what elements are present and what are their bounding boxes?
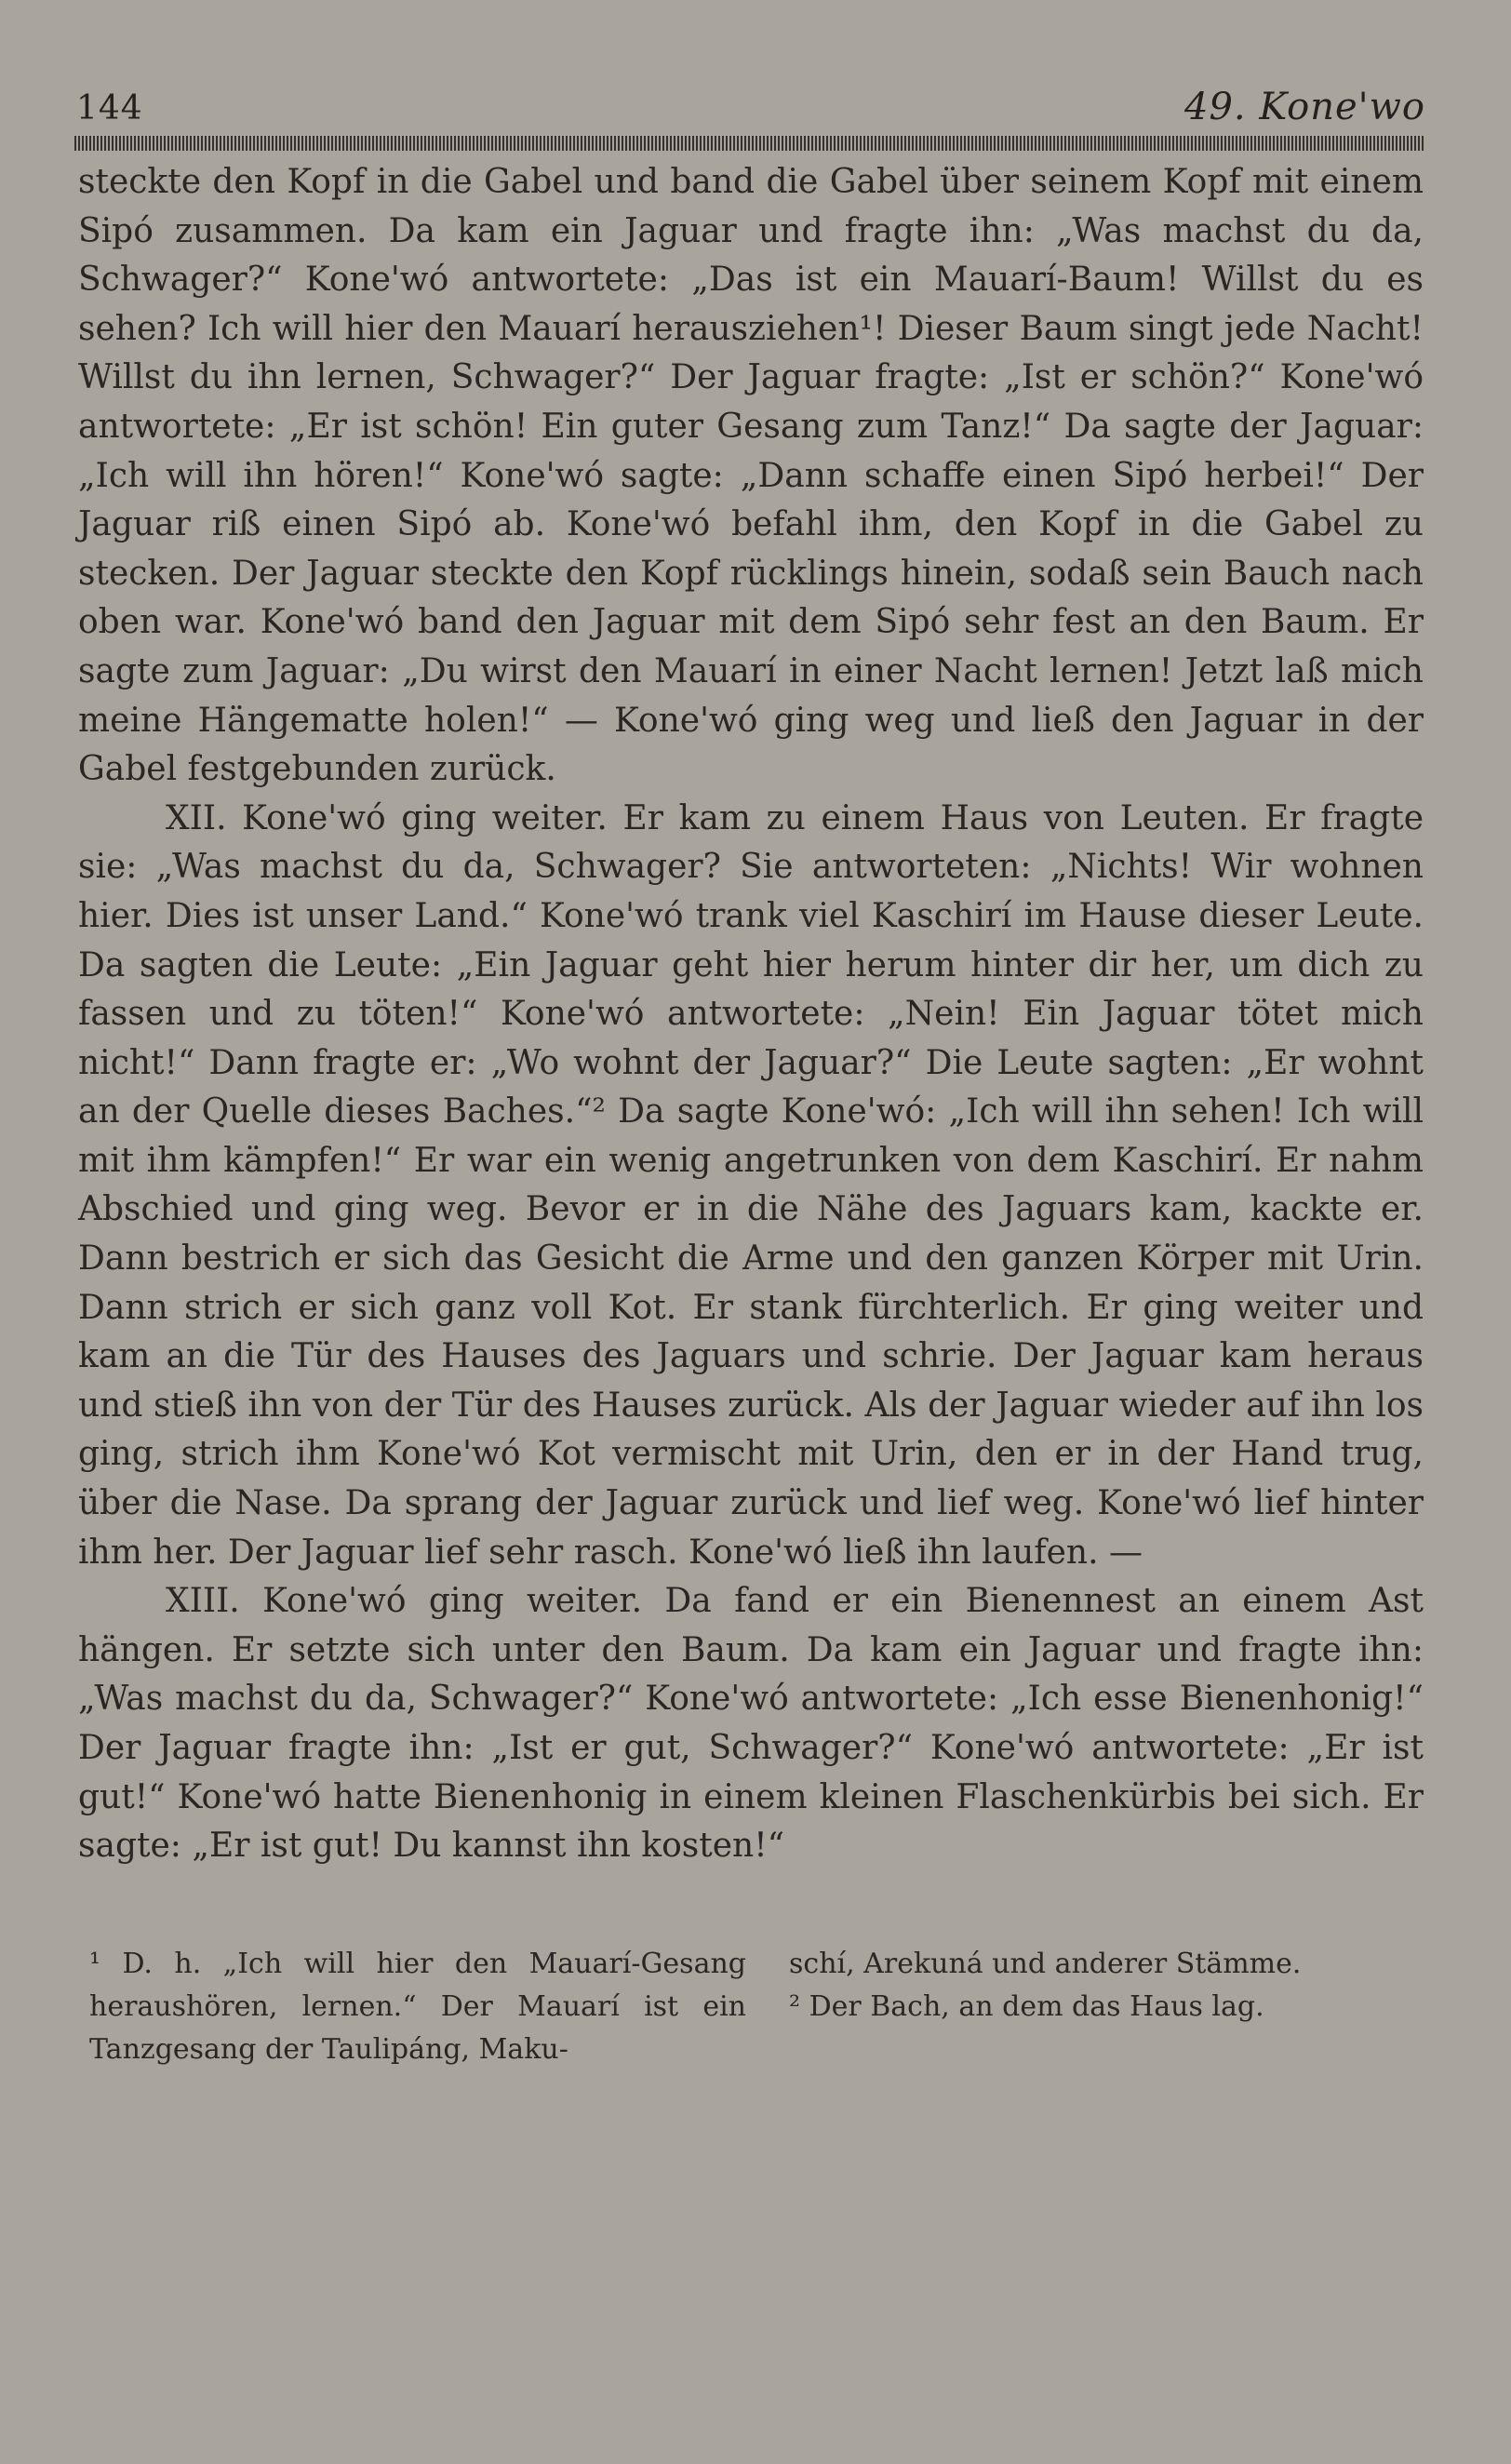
footnote-1-continuation: schí, Arekuná und anderer Stämme. (789, 1948, 1302, 1980)
running-head: 49. Kone'wo (1184, 86, 1425, 128)
paragraph-continuation: steckte den Kopf in die Gabel und band die Gabel über seinem Kopf mit einem Sipó zusammen. Da kam ein Jaguar und fragte ihn: „Was machst du da, Schwager?“ Kone'wó antwortete: „Das ist ein Mauarí-Baum! Willst du es sehen? Ich will hier den Mauarí herausziehen¹! Dieser Baum singt jede Nacht! Willst du ihn lernen, Schwager?“ Der Jaguar fragte: „Ist er schön?“ Kone'wó antwortete: „Er ist schön! Ein guter Gesang zum Tanz!“ Da sagte der Jaguar: „Ich will ihn hören!“ Kone'wó sagte: „Dann schaffe einen Sipó herbei!“ Der Jaguar riß einen Sipó ab. Kone'wó befahl ihm, den Kopf in die Gabel zu stecken. Der Jaguar steckte den Kopf rücklings hinein, sodaß sein Bauch nach oben war. Kone'wó band den Jaguar mit dem Sipó sehr fest an den Baum. Er sagte zum Jaguar: „Du wirst den Mauarí in einer Nacht lernen! Jetzt laß mich meine Hängematte holen!“ — Kone'wó ging weg und ließ den Jaguar in der Gabel festgebunden zurück. (78, 163, 1424, 789)
footnote-2: ² Der Bach, an dem das Haus lag. (789, 1990, 1264, 2023)
paragraph-section-xii: XII. Kone'wó ging weiter. Er kam zu einem Haus von Leuten. Er fragte sie: „Was machst du da, Schwager? Sie antworteten: „Nichts! Wir wohnen hier. Dies ist unser Land.“ Kone'wó trank viel Kaschirí im Hause dieser Leute. Da sagten die Leute: „Ein Jaguar geht hier herum hinter dir her, um dich zu fassen und zu töten!“ Kone'wó antwortete: „Nein! Ein Jaguar tötet mich nicht!“ Dann fragte er: „Wo wohnt der Jaguar?“ Die Leute sagten: „Er wohnt an der Quelle dieses Baches.“² Da sagte Kone'wó: „Ich will ihn sehen! Ich will mit ihm kämpfen!“ Er war ein wenig angetrunken von dem Kaschirí. Er nahm Abschied und ging weg. Bevor er in die Nähe des Jaguars kam, kackte er. Dann bestrich er sich das Gesicht die Arme und den ganzen Körper mit Urin. Dann strich er sich ganz voll Kot. Er stank fürchterlich. Er ging weiter und kam an die Tür des Hauses des Jaguars und schrie. Der Jaguar kam heraus und stieß ihn von der Tür des Hauses zurück. Als der Jaguar wieder auf ihn los ging, strich ihm Kone'wó Kot vermischt mit Urin, den er in der Hand trug, über die Nase. Da sprang der Jaguar zurück und lief weg. Kone'wó lief hinter ihm her. Der Jaguar lief sehr rasch. Kone'wó ließ ihn laufen. — (78, 798, 1424, 1572)
header-rule (74, 136, 1425, 151)
main-text (78, 158, 1424, 1871)
paragraph-section-xiii: XIII. Kone'wó ging weiter. Da fand er ein Bienennest an einem Ast hängen. Er setzte sich unter den Baum. Da kam ein Jaguar und fragte ihn: „Was machst du da, Schwager?“ Kone'wó antwortete: „Ich esse Bienenhonig!“ Der Jaguar fragte ihn: „Ist er gut, Schwager?“ Kone'wó antwortete: „Er ist gut!“ Kone'wó hatte Bienenhonig in einem kleinen Flaschenkürbis bei sich. Er sagte: „Er ist gut! Du kannst ihn kosten!“ (78, 1582, 1424, 1866)
footnote-1: ¹ D. h. „Ich will hier den Mauarí-Gesang heraushören, lernen.“ Der Mauarí ist ein Tanzgesang der Taulipáng, Maku- (89, 1948, 746, 2066)
page-number: 144 (76, 89, 143, 127)
footnote-column-left (89, 1943, 746, 2071)
footnotes (89, 1943, 1422, 2071)
footnote-column-right (789, 1943, 1422, 2071)
page-header (76, 86, 1425, 138)
